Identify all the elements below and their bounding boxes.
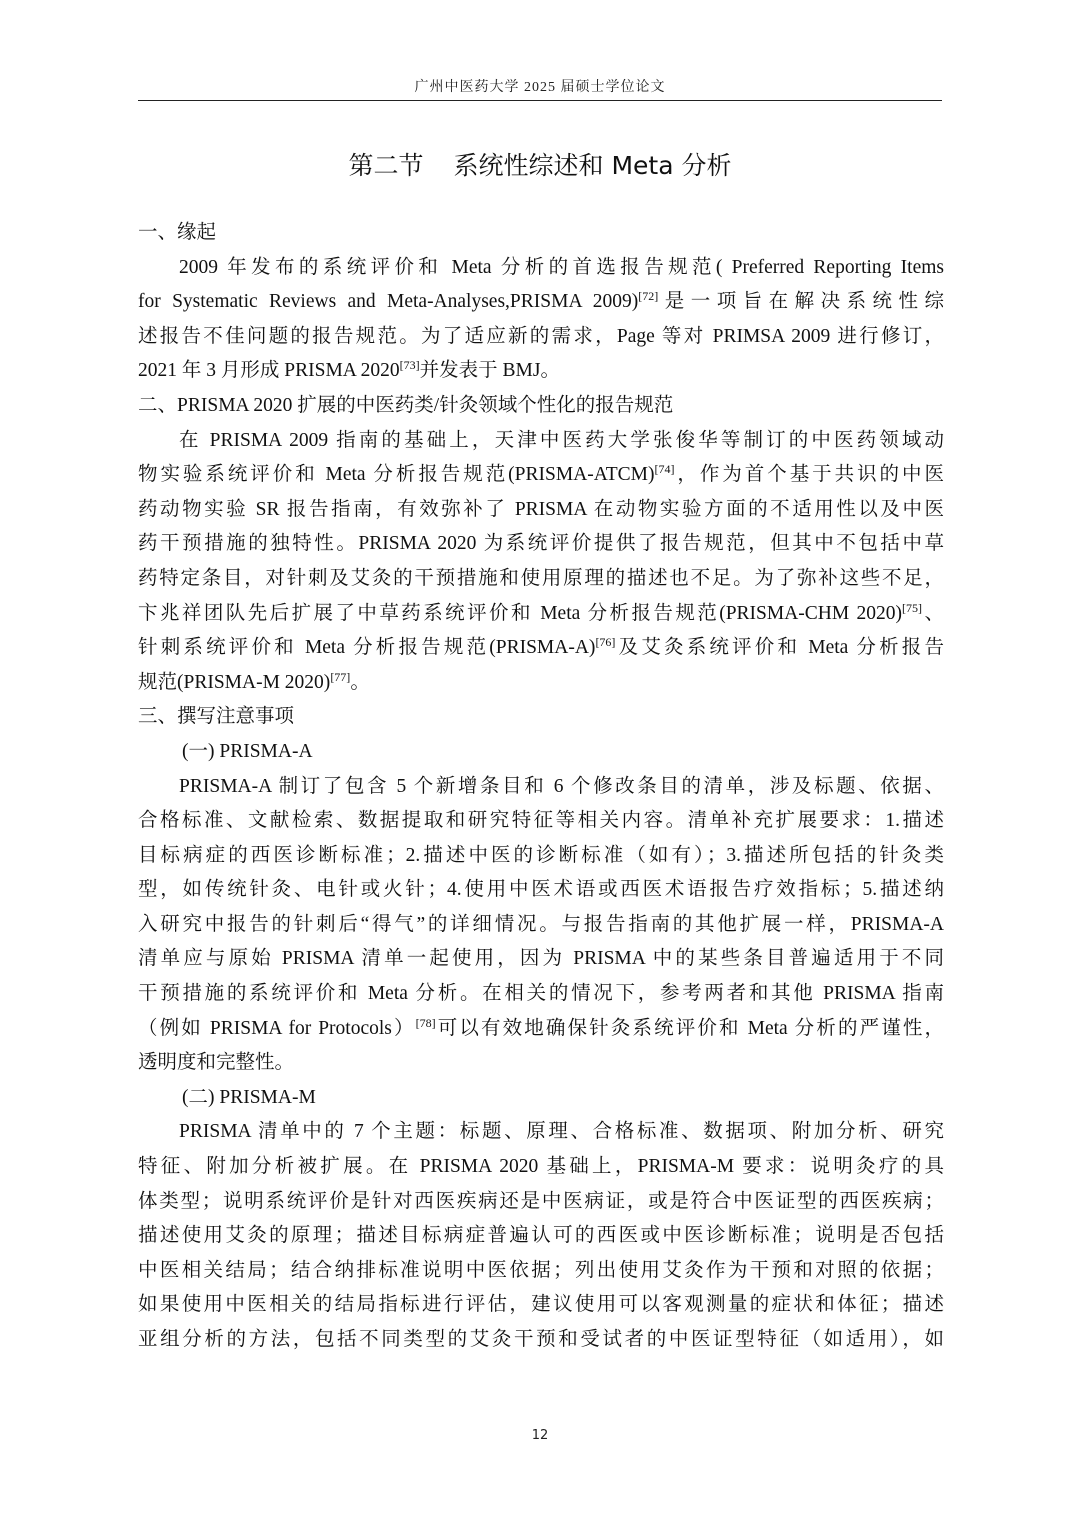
line-text: 二、PRISMA 2020 扩展的中医药类/针灸领域个性化的报告规范 bbox=[138, 394, 674, 416]
line-text: 目标病症的西医诊断标准；2.描述中医的诊断标准（如有）；3.描述所包括的针灸类 bbox=[138, 844, 944, 866]
line-text: (二) PRISMA-M bbox=[182, 1086, 316, 1108]
text-line bbox=[138, 908, 944, 943]
text-line bbox=[138, 562, 944, 597]
line-text: 物实验系统评价和 Meta 分析报告规范(PRISMA-ATCM) bbox=[138, 464, 655, 486]
line-text: PRISMA 清单中的 7 个主题：标题、原理、合格标准、数据项、附加分析、研究 bbox=[179, 1121, 944, 1143]
section-title bbox=[138, 146, 942, 182]
text-line bbox=[138, 804, 944, 839]
header-rule bbox=[138, 100, 942, 101]
citation-ref: [74] bbox=[654, 462, 675, 477]
text-line bbox=[138, 458, 944, 493]
text-line bbox=[138, 942, 944, 977]
line-text: 在 PRISMA 2009 指南的基础上，天津中医药大学张俊华等制订的中医药领域动 bbox=[179, 429, 944, 451]
text-line bbox=[138, 1219, 944, 1254]
line-text: 合格标准、文献检索、数据提取和研究特征等相关内容。清单补充扩展要求：1.描述 bbox=[138, 810, 944, 832]
line-text: 描述使用艾灸的原理；描述目标病症普遍认可的西医或中医诊断标准；说明是否包括 bbox=[138, 1225, 944, 1247]
text-line bbox=[138, 1323, 944, 1358]
line-text: 入研究中报告的针刺后“得气”的详细情况。与报告指南的其他扩展一样，PRISMA-A bbox=[138, 913, 944, 935]
text-line bbox=[138, 873, 944, 908]
line-text: PRISMA-A 制订了包含 5 个新增条目和 6 个修改条目的清单，涉及标题、依据、 bbox=[179, 775, 944, 797]
citation-ref: [73] bbox=[399, 358, 420, 373]
line-text: （例如 PRISMA for Protocols） bbox=[138, 1017, 416, 1039]
line-text: 中医相关结局；结合纳排标准说明中医依据；列出使用艾灸作为干预和对照的依据； bbox=[138, 1259, 944, 1281]
page-number: 12 bbox=[531, 1428, 549, 1443]
heading-line bbox=[138, 216, 944, 251]
text-line bbox=[138, 354, 944, 389]
text-line bbox=[138, 1046, 944, 1081]
text-line bbox=[138, 1185, 944, 1220]
line-text-rest: 。 bbox=[350, 671, 370, 693]
line-text: 药动物实验 SR 报告指南，有效弥补了 PRISMA 在动物实验方面的不适用性以及中医 bbox=[138, 498, 944, 520]
text-line bbox=[138, 251, 944, 286]
line-text: 型，如传统针灸、电针或火针；4.使用中医术语或西医术语报告疗效指标；5.描述纳 bbox=[138, 879, 944, 901]
text-line bbox=[138, 320, 944, 355]
text-line bbox=[138, 597, 944, 632]
text-line bbox=[138, 1115, 944, 1150]
citation-ref: [76] bbox=[595, 635, 616, 650]
text-line bbox=[138, 285, 944, 320]
line-text: 体类型；说明系统评价是针对西医疾病还是中医病证，或是符合中医证型的西医疾病； bbox=[138, 1190, 944, 1212]
text-line bbox=[138, 1012, 944, 1047]
subheading-line bbox=[138, 1081, 944, 1116]
citation-ref: [72] bbox=[638, 289, 659, 304]
text-line bbox=[138, 1150, 944, 1185]
citation-ref: [75] bbox=[902, 600, 923, 615]
line-text-rest: 、 bbox=[922, 602, 944, 624]
text-line bbox=[138, 527, 944, 562]
text-line bbox=[138, 424, 944, 459]
line-text: 干预措施的系统评价和 Meta 分析。在相关的情况下，参考两者和其他 PRISMA 指南 bbox=[138, 983, 944, 1005]
line-text-rest: 并发表于 BMJ。 bbox=[419, 360, 560, 382]
line-text: 针刺系统评价和 Meta 分析报告规范(PRISMA-A) bbox=[138, 637, 596, 659]
running-header: 广州中医药大学 2025 届硕士学位论文 bbox=[414, 80, 666, 95]
section-number: 第二节 bbox=[348, 151, 424, 180]
citation-ref: [77] bbox=[330, 669, 351, 684]
line-text: 规范(PRISMA-M 2020) bbox=[138, 671, 331, 693]
line-text: 特征、附加分析被扩展。在 PRISMA 2020 基础上，PRISMA-M 要求：说明灸疗的具 bbox=[138, 1156, 944, 1178]
line-text: 清单应与原始 PRISMA 清单一起使用，因为 PRISMA 中的某些条目普遍适用于不同 bbox=[138, 948, 944, 970]
subheading-line bbox=[138, 735, 944, 770]
line-text: 卞兆祥团队先后扩展了中草药系统评价和 Meta 分析报告规范(PRISMA-CHM 2020) bbox=[138, 602, 903, 624]
text-line bbox=[138, 839, 944, 874]
line-text: 药特定条目，对针刺及艾灸的干预措施和使用原理的描述也不足。为了弥补这些不足， bbox=[138, 567, 944, 589]
line-text-rest: 及艾灸系统评价和 Meta 分析报告 bbox=[615, 637, 944, 659]
line-text-rest: ，作为首个基于共识的中医 bbox=[674, 464, 944, 486]
body-text bbox=[138, 216, 944, 1358]
text-line bbox=[138, 1254, 944, 1289]
heading-line bbox=[138, 389, 944, 424]
line-text: 述报告不佳问题的报告规范。为了适应新的需求，Page 等对 PRIMSA 2009 进行修订， bbox=[138, 325, 944, 347]
line-text: 亚组分析的方法，包括不同类型的艾灸干预和受试者的中医证型特征（如适用），如 bbox=[138, 1329, 944, 1350]
line-text: 透明度和完整性。 bbox=[138, 1052, 295, 1074]
line-text-rest: 是一项旨在解决系统性综 bbox=[658, 291, 944, 313]
line-text: 2009 年发布的系统评价和 Meta 分析的首选报告规范( Preferred Reporting Items bbox=[179, 256, 944, 278]
section-heading: 系统性综述和 Meta 分析 bbox=[453, 151, 732, 180]
line-text: for Systematic Reviews and Meta-Analyses,PRISMA 2009) bbox=[138, 291, 639, 313]
line-text: 如果使用中医相关的结局指标进行评估，建议使用可以客观测量的症状和体征；描述 bbox=[138, 1294, 944, 1316]
text-line bbox=[138, 493, 944, 528]
line-text-rest: 可以有效地确保针灸系统评价和 Meta 分析的严谨性， bbox=[435, 1017, 944, 1039]
text-line bbox=[138, 1288, 944, 1323]
heading-line bbox=[138, 700, 944, 735]
citation-ref: [78] bbox=[415, 1015, 436, 1030]
text-line bbox=[138, 977, 944, 1012]
text-line bbox=[138, 770, 944, 805]
line-text: 三、撰写注意事项 bbox=[138, 706, 295, 728]
text-line bbox=[138, 666, 944, 701]
text-line bbox=[138, 631, 944, 666]
line-text: (一) PRISMA-A bbox=[182, 740, 313, 762]
line-text: 药干预措施的独特性。PRISMA 2020 为系统评价提供了报告规范，但其中不包括中草 bbox=[138, 533, 944, 555]
line-text: 2021 年 3 月形成 PRISMA 2020 bbox=[138, 360, 400, 382]
line-text: 一、缘起 bbox=[138, 222, 217, 243]
